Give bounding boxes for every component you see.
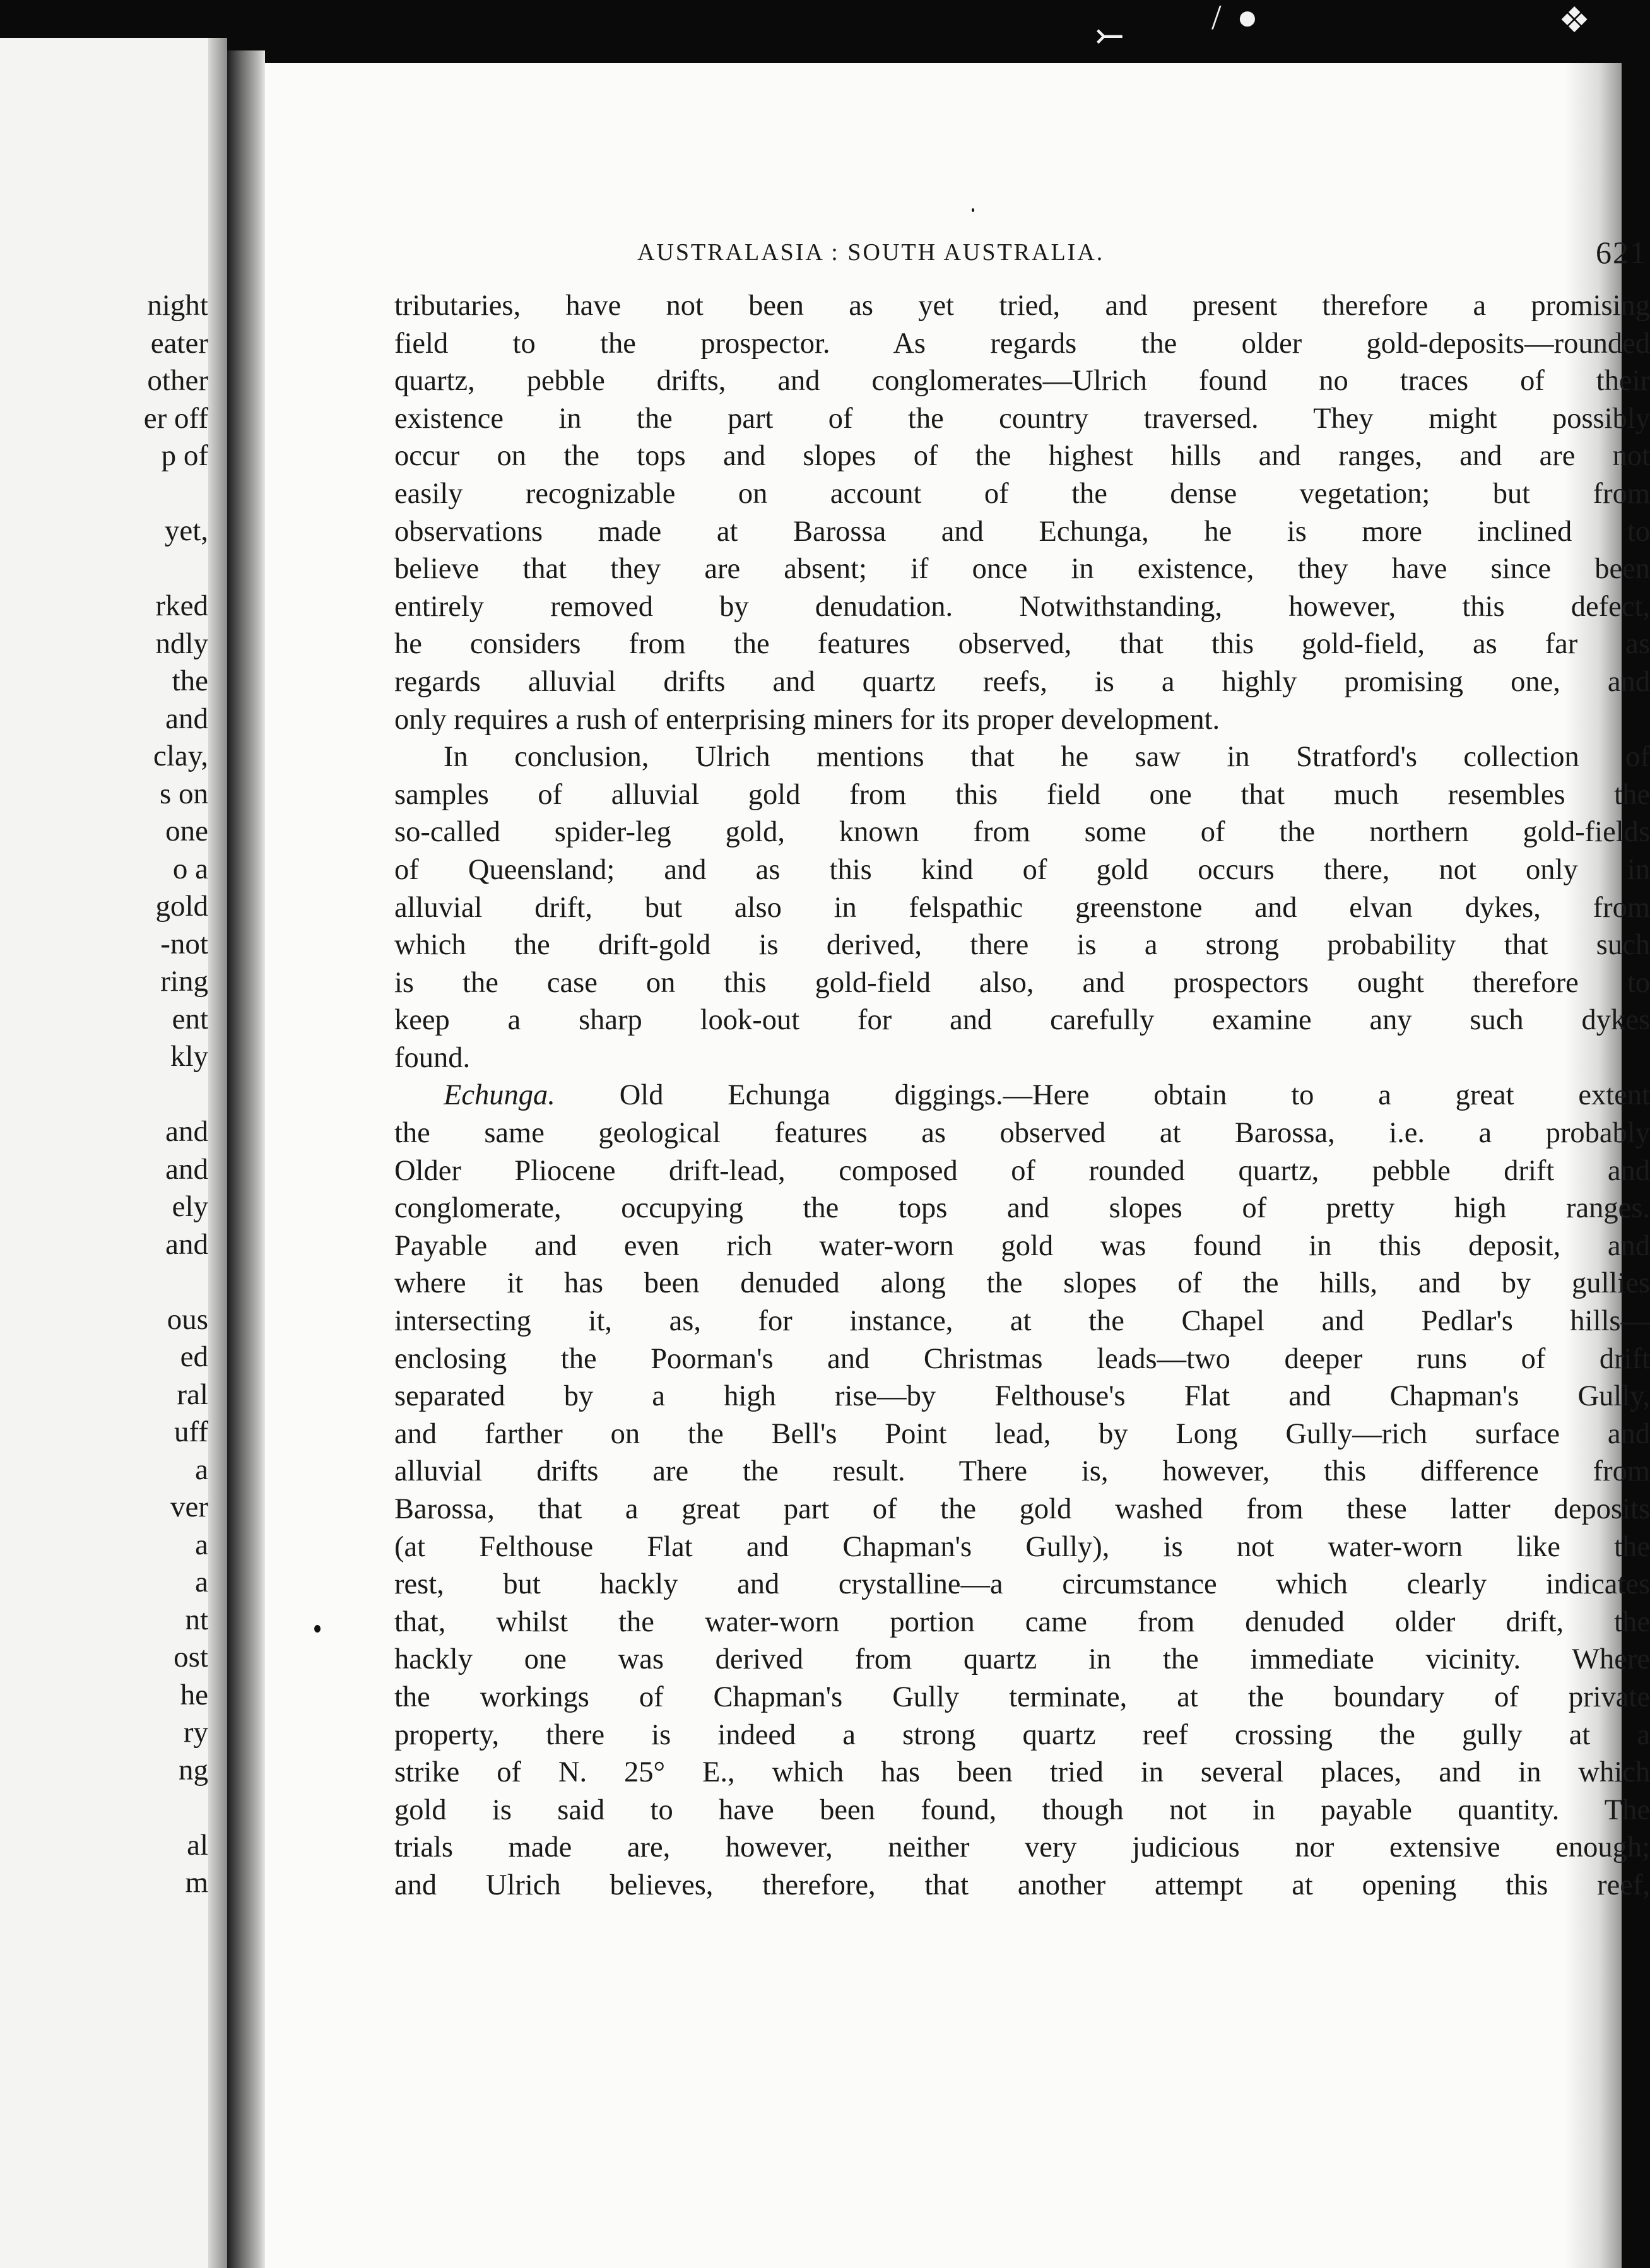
scan-mark: ⤚ xyxy=(1095,17,1124,56)
text-line: property, there is indeed a strong quartz reef crossing the gully at a xyxy=(394,1718,1650,1751)
text-line: enclosing the Poorman's and Christmas leads—two deeper runs of drift xyxy=(394,1342,1650,1375)
text-line: that, whilst the water-worn portion came from denuded older drift, the xyxy=(394,1605,1650,1638)
text-line: of Queensland; and as this kind of gold occurs there, not only in xyxy=(394,853,1650,886)
text-line: where it has been denuded along the slopes of the hills, and by gullies xyxy=(394,1267,1650,1300)
book-page xyxy=(265,63,1650,2268)
text-line: and farther on the Bell's Point lead, by Long Gully—rich surface and xyxy=(394,1417,1650,1450)
facing-text-line: a xyxy=(195,1528,208,1561)
facing-text-line: a xyxy=(195,1566,208,1598)
facing-text-line: gold xyxy=(155,890,208,923)
facing-text-line: rked xyxy=(155,589,208,622)
text-line: alluvial drifts are the result. There is, however, this difference from xyxy=(394,1455,1650,1488)
facing-text-line xyxy=(0,550,208,588)
facing-text-line: a xyxy=(195,1453,208,1486)
text-line: occur on the tops and slopes of the highest hills and ranges, and are not xyxy=(394,440,1650,473)
text-line: Older Pliocene drift-lead, composed of rounded quartz, pebble drift and xyxy=(394,1154,1650,1187)
text-line: entirely removed by denudation. Notwithstanding, however, this defect, xyxy=(394,590,1650,623)
text-line: alluvial drift, but also in felspathic greenstone and elvan dykes, from xyxy=(394,891,1650,924)
text-line: conglomerate, occupying the tops and slopes of pretty high ranges. xyxy=(394,1192,1650,1225)
facing-text-line: eater xyxy=(150,326,208,360)
body-text xyxy=(394,287,1650,1905)
facing-text-line: the xyxy=(172,664,208,697)
facing-text-line: ng xyxy=(179,1753,208,1787)
text-line: regards alluvial drifts and quartz reefs, is a highly promising one, and xyxy=(394,665,1650,698)
facing-text-line: ry xyxy=(183,1716,208,1749)
facing-text-line: p of xyxy=(161,439,208,472)
text-line: trials made are, however, neither very judicious nor extensive enough; xyxy=(394,1831,1650,1864)
facing-text-line: ral xyxy=(177,1378,208,1411)
facing-text-line: ely xyxy=(172,1190,208,1223)
text-line: believe that they are absent; if once in existence, they have since been xyxy=(394,553,1650,586)
facing-text-line: ring xyxy=(160,965,208,998)
facing-text-line: al xyxy=(187,1828,208,1862)
facing-text-line xyxy=(0,475,208,513)
facing-text-line: and xyxy=(165,1115,208,1148)
text-line xyxy=(394,1077,1650,1114)
facing-text-line: m xyxy=(185,1866,208,1899)
facing-text-line: other xyxy=(147,364,208,397)
running-title: AUSTRALASIA : SOUTH AUSTRALIA. xyxy=(637,239,1105,266)
facing-text-line: -not xyxy=(160,927,208,960)
facing-text-line xyxy=(0,1263,208,1301)
text-line: strike of N. 25° E., which has been tried in several places, and in which xyxy=(394,1756,1650,1789)
facing-text-line: o a xyxy=(172,852,208,885)
page-number: 621 xyxy=(1596,235,1647,270)
text-line: separated by a high rise—by Felthouse's Flat and Chapman's Gully, xyxy=(394,1380,1650,1413)
text-line: observations made at Barossa and Echunga, he is more inclined to xyxy=(394,515,1650,548)
facing-page xyxy=(0,38,227,2268)
facing-text-line: ndly xyxy=(155,627,208,660)
text-line: (at Felthouse Flat and Chapman's Gully), is not water-worn like the xyxy=(394,1530,1650,1563)
facing-text-line: ost xyxy=(174,1641,208,1674)
text-line: only requires a rush of enterprising miners for its proper development. xyxy=(394,703,1220,736)
text-line: Barossa, that a great part of the gold washed from these latter deposits xyxy=(394,1493,1650,1525)
facing-text-line: kly xyxy=(170,1040,208,1073)
facing-text-line: uff xyxy=(174,1415,208,1448)
facing-text-line: ver xyxy=(170,1491,208,1523)
scan-mark: / xyxy=(1211,0,1222,37)
scan-mark: ❖ xyxy=(1559,1,1591,40)
facing-text-line: ent xyxy=(172,1002,208,1036)
text-line: and Ulrich believes, therefore, that another attempt at opening this reef, xyxy=(394,1869,1650,1901)
text-line: hackly one was derived from quartz in the immediate vicinity. Where xyxy=(394,1643,1650,1676)
text-line: which the drift-gold is derived, there is a strong probability that such xyxy=(394,929,1650,962)
ink-speck xyxy=(314,1625,321,1633)
facing-text-line: s on xyxy=(159,777,208,810)
facing-text-line: he xyxy=(180,1678,208,1711)
facing-text-line: and xyxy=(165,702,208,735)
text-line: he considers from the features observed, that this gold-field, as far as xyxy=(394,628,1650,661)
text-line: tributaries, have not been as yet tried, and present therefore a promising xyxy=(394,290,1650,322)
facing-text-line: clay, xyxy=(153,740,208,772)
facing-text-line: and xyxy=(165,1227,208,1261)
facing-text-line xyxy=(0,1076,208,1114)
text-line: Payable and even rich water-worn gold was found in this deposit, and xyxy=(394,1229,1650,1262)
text-line: is the case on this gold-field also, and prospectors ought therefore to xyxy=(394,966,1650,999)
facing-text-line: and xyxy=(165,1152,208,1186)
ink-speck xyxy=(972,208,974,212)
text-line: the workings of Chapman's Gully terminate, at the boundary of private xyxy=(394,1680,1650,1713)
facing-text-line xyxy=(0,1789,208,1827)
facing-text-line: er off xyxy=(143,401,208,435)
text-line: so-called spider-leg gold, known from some of the northern gold-fields xyxy=(394,816,1650,849)
text-line: found. xyxy=(394,1041,471,1074)
text-line: the same geological features as observed at Barossa, i.e. a probably xyxy=(394,1117,1650,1150)
section-lead-italic: Echunga. xyxy=(444,1079,555,1112)
scan-mark: ● xyxy=(1237,0,1258,37)
text-line: field to the prospector. As regards the older gold-deposits—rounded xyxy=(394,327,1650,360)
facing-page-gutter xyxy=(208,38,227,2268)
facing-page-text xyxy=(0,287,208,1902)
book-binding-shadow xyxy=(227,50,265,2268)
facing-text-line: yet, xyxy=(164,514,208,547)
text-line: quartz, pebble drifts, and conglomerates—Ulrich found no traces of their xyxy=(394,365,1650,398)
text-line: intersecting it, as, for instance, at the Chapel and Pedlar's hills— xyxy=(394,1305,1650,1338)
running-head xyxy=(637,230,1647,275)
text-line: samples of alluvial gold from this field one that much resembles the xyxy=(394,778,1650,811)
text-line: existence in the part of the country traversed. They might possibly xyxy=(394,402,1650,435)
facing-text-line: ed xyxy=(180,1340,208,1373)
facing-text-line: ous xyxy=(167,1302,208,1336)
text-line: easily recognizable on account of the dense vegetation; but from xyxy=(394,477,1650,510)
text-line: keep a sharp look-out for and carefully examine any such dykes xyxy=(394,1004,1650,1037)
facing-text-line: nt xyxy=(185,1603,208,1636)
text-line: rest, but hackly and crystalline—a circumstance which clearly indicates xyxy=(394,1568,1650,1601)
facing-text-line: one xyxy=(165,815,208,848)
facing-text-line: night xyxy=(147,289,208,322)
text-line: In conclusion, Ulrich mentions that he saw in Stratford's collection of xyxy=(444,741,1650,774)
text-line: gold is said to have been found, though not in payable quantity. The xyxy=(394,1793,1650,1826)
text-line-rest: Old Echunga diggings.—Here obtain to a great extent xyxy=(555,1079,1650,1112)
